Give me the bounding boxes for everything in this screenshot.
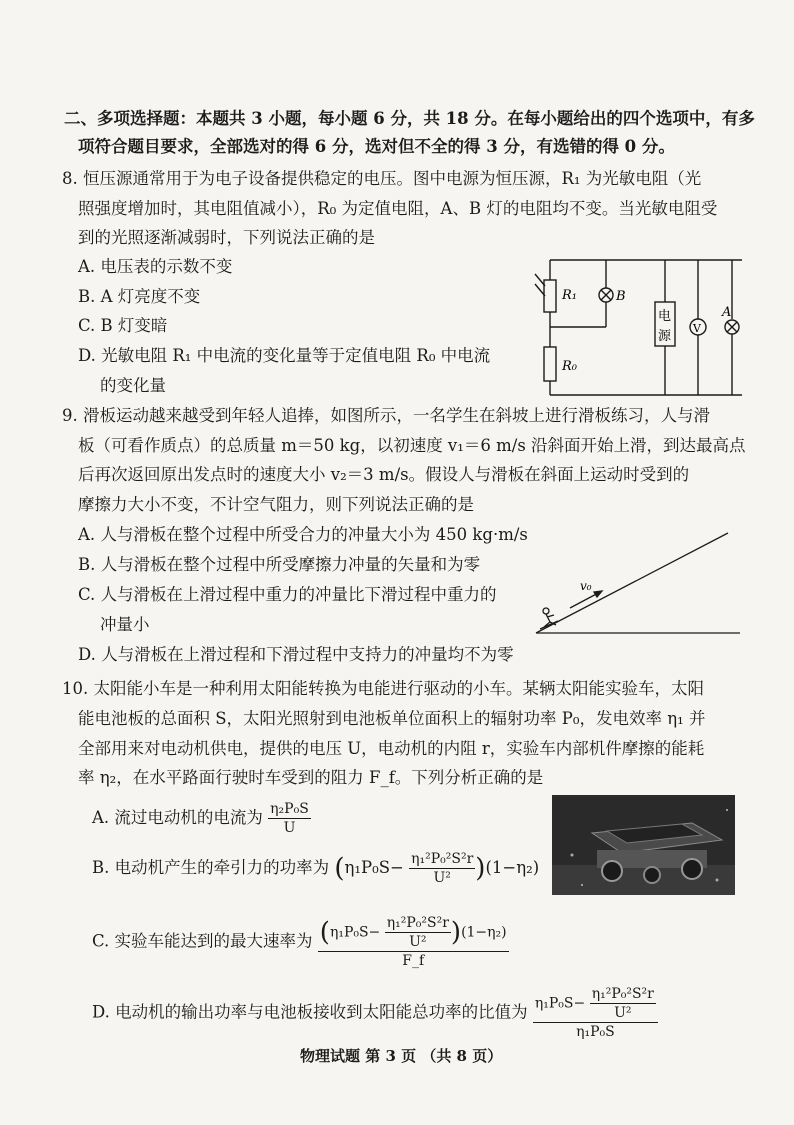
q9-option-c-line1: C. 人与滑板在上滑过程中重力的冲量比下滑过程中重力的 [78, 585, 497, 604]
q10-option-a-text: A. 流过电动机的电流为 [92, 808, 263, 827]
q10-option-d-inner-fraction [590, 985, 656, 1022]
q8-option-d-line1: D. 光敏电阻 R₁ 中电流的变化量等于定值电阻 R₀ 中电流 [78, 346, 491, 365]
q10-option-c-num: (η₁P₀S− $\frac{\text{η₁²P₀²S²r}}{\text{U²}}$ )(1−η₂) [319, 915, 507, 950]
r0-label: R₀ [562, 359, 577, 374]
q10-option-a-den: U [283, 820, 296, 836]
q9-option-b: B. 人与滑板在整个过程中所受摩擦力冲量的矢量和为零 [78, 555, 481, 574]
q10-option-d-fnum: η₁²P₀²S²r [591, 986, 654, 1002]
q8-stem-line3: 到的光照逐渐减弱时，下列说法正确的是 [78, 228, 375, 247]
q8-stem-line2: 照强度增加时，其电阻值减小），R₀ 为定值电阻，A、B 灯的电阻均不变。当光敏电阻受 [78, 199, 718, 218]
lamp-b-label: B [616, 289, 626, 304]
page-footer: 物理试题 第 3 页 （共 8 页） [300, 1047, 503, 1065]
q10-option-c-text: C. 实验车能达到的最大速率为 [92, 931, 313, 951]
q10-option-d [92, 985, 658, 1041]
q10-option-a-num: η₂P₀S [270, 801, 309, 817]
q10-option-d-text: D. 电动机的输出功率与电池板接收到太阳能总功率的比值为 [92, 1002, 528, 1022]
q10-option-a [92, 800, 311, 837]
q10-option-c-fden: U² [409, 934, 427, 950]
q9-option-a: A. 人与滑板在整个过程中所受合力的冲量大小为 450 kg·m/s [78, 525, 528, 544]
q8-circuit-diagram [532, 252, 752, 402]
q10-option-b-fden: U² [433, 870, 451, 886]
q9-stem-line2: 板（可看作质点）的总质量 m＝50 kg，以初速度 v₁＝6 m/s 沿斜面开始上滑，到达最高点 [78, 436, 746, 455]
q9-slope-diagram [530, 528, 745, 638]
q8-option-b: B. A 灯亮度不变 [78, 287, 201, 306]
solar-car-photo [552, 795, 735, 895]
q8-stem-line1: 8. 恒压源通常用于为电子设备提供稳定的电压。图中电源为恒压源，R₁ 为光敏电阻（光 [62, 169, 702, 188]
q10-option-d-expr1: η₁P₀S− [534, 995, 586, 1012]
q9-stem-line3: 后再次返回原出发点时的速度大小 v₂＝3 m/s。假设人与滑板在斜面上运动时受到的 [78, 465, 690, 484]
v0-label: v₀ [580, 579, 592, 593]
q10-option-d-den: η₁P₀S [576, 1024, 615, 1040]
voltmeter-label: V [693, 322, 701, 335]
source-label-1: 电 [658, 309, 672, 324]
q9-stem-line4: 摩擦力大小不变，不计空气阻力，则下列说法正确的是 [78, 495, 474, 514]
q10-option-b: B. 电动机产生的牵引力的功率为 (η₁P₀S− $\frac{\text{η₁²P₀²S²r}}{\text{U²}}$ )(1−η₂) [92, 851, 540, 886]
q10-option-c [92, 914, 509, 970]
section-title-line1: 二、多项选择题：本题共 3 小题，每小题 6 分，共 18 分。在每小题给出的四个选项中，有多 [64, 109, 755, 128]
q10-option-b-expr1: η₁P₀S− [344, 858, 404, 877]
q10-option-c-den: F_f [402, 953, 425, 969]
q10-option-b-fraction [409, 850, 475, 887]
q10-option-c-expr1: η₁P₀S− [329, 924, 381, 941]
q10-option-a-fraction [268, 800, 311, 837]
section-title-line2: 项符合题目要求，全部选对的得 6 分，选对但不全的得 3 分，有选错的得 0 分。 [78, 137, 675, 156]
q10-option-c-inner-fraction [385, 914, 451, 951]
q9-stem-line1: 9. 滑板运动越来越受到年轻人追捧，如图所示，一名学生在斜坡上进行滑板练习，人与滑 [62, 406, 710, 425]
q10-option-b-fnum: η₁²P₀²S²r [411, 851, 474, 867]
q10-stem-line2: 能电池板的总面积 S，太阳光照射到电池板单位面积上的辐射功率 P₀，发电效率 η₁ 并 [78, 709, 706, 728]
q10-option-d-num [533, 985, 658, 1023]
q10-stem-line1: 10. 太阳能小车是一种利用太阳能转换为电能进行驱动的小车。某辆太阳能实验车，太阳 [62, 679, 704, 698]
lamp-a-label: A [722, 305, 732, 320]
q9-option-d: D. 人与滑板在上滑过程和下滑过程中支持力的冲量均不为零 [78, 645, 514, 664]
q10-option-b-text: B. 电动机产生的牵引力的功率为 [92, 858, 330, 877]
q10-stem-line3: 全部用来对电动机供电，提供的电压 U，电动机的内阻 r，实验车内部机件摩擦的能耗 [78, 739, 705, 758]
q10-stem-line4: 率 η₂，在水平路面行驶时车受到的阻力 F_f。下列分析正确的是 [78, 768, 544, 787]
q10-option-d-fraction [533, 985, 658, 1041]
q8-option-c: C. B 灯变暗 [78, 316, 168, 335]
q10-option-b-expr2: (1−η₂) [485, 858, 540, 877]
q9-option-c-line2: 冲量小 [100, 615, 150, 634]
q10-option-c-fraction [318, 914, 509, 970]
q10-option-d-fden: U² [614, 1005, 632, 1021]
q10-option-c-expr2: (1−η₂) [461, 924, 507, 941]
q10-option-c-fnum: η₁²P₀²S²r [386, 915, 449, 931]
q8-option-a: A. 电压表的示数不变 [78, 257, 233, 276]
q8-option-d-line2: 的变化量 [100, 376, 166, 395]
r1-label: R₁ [562, 288, 577, 303]
source-label-2: 源 [658, 329, 672, 344]
